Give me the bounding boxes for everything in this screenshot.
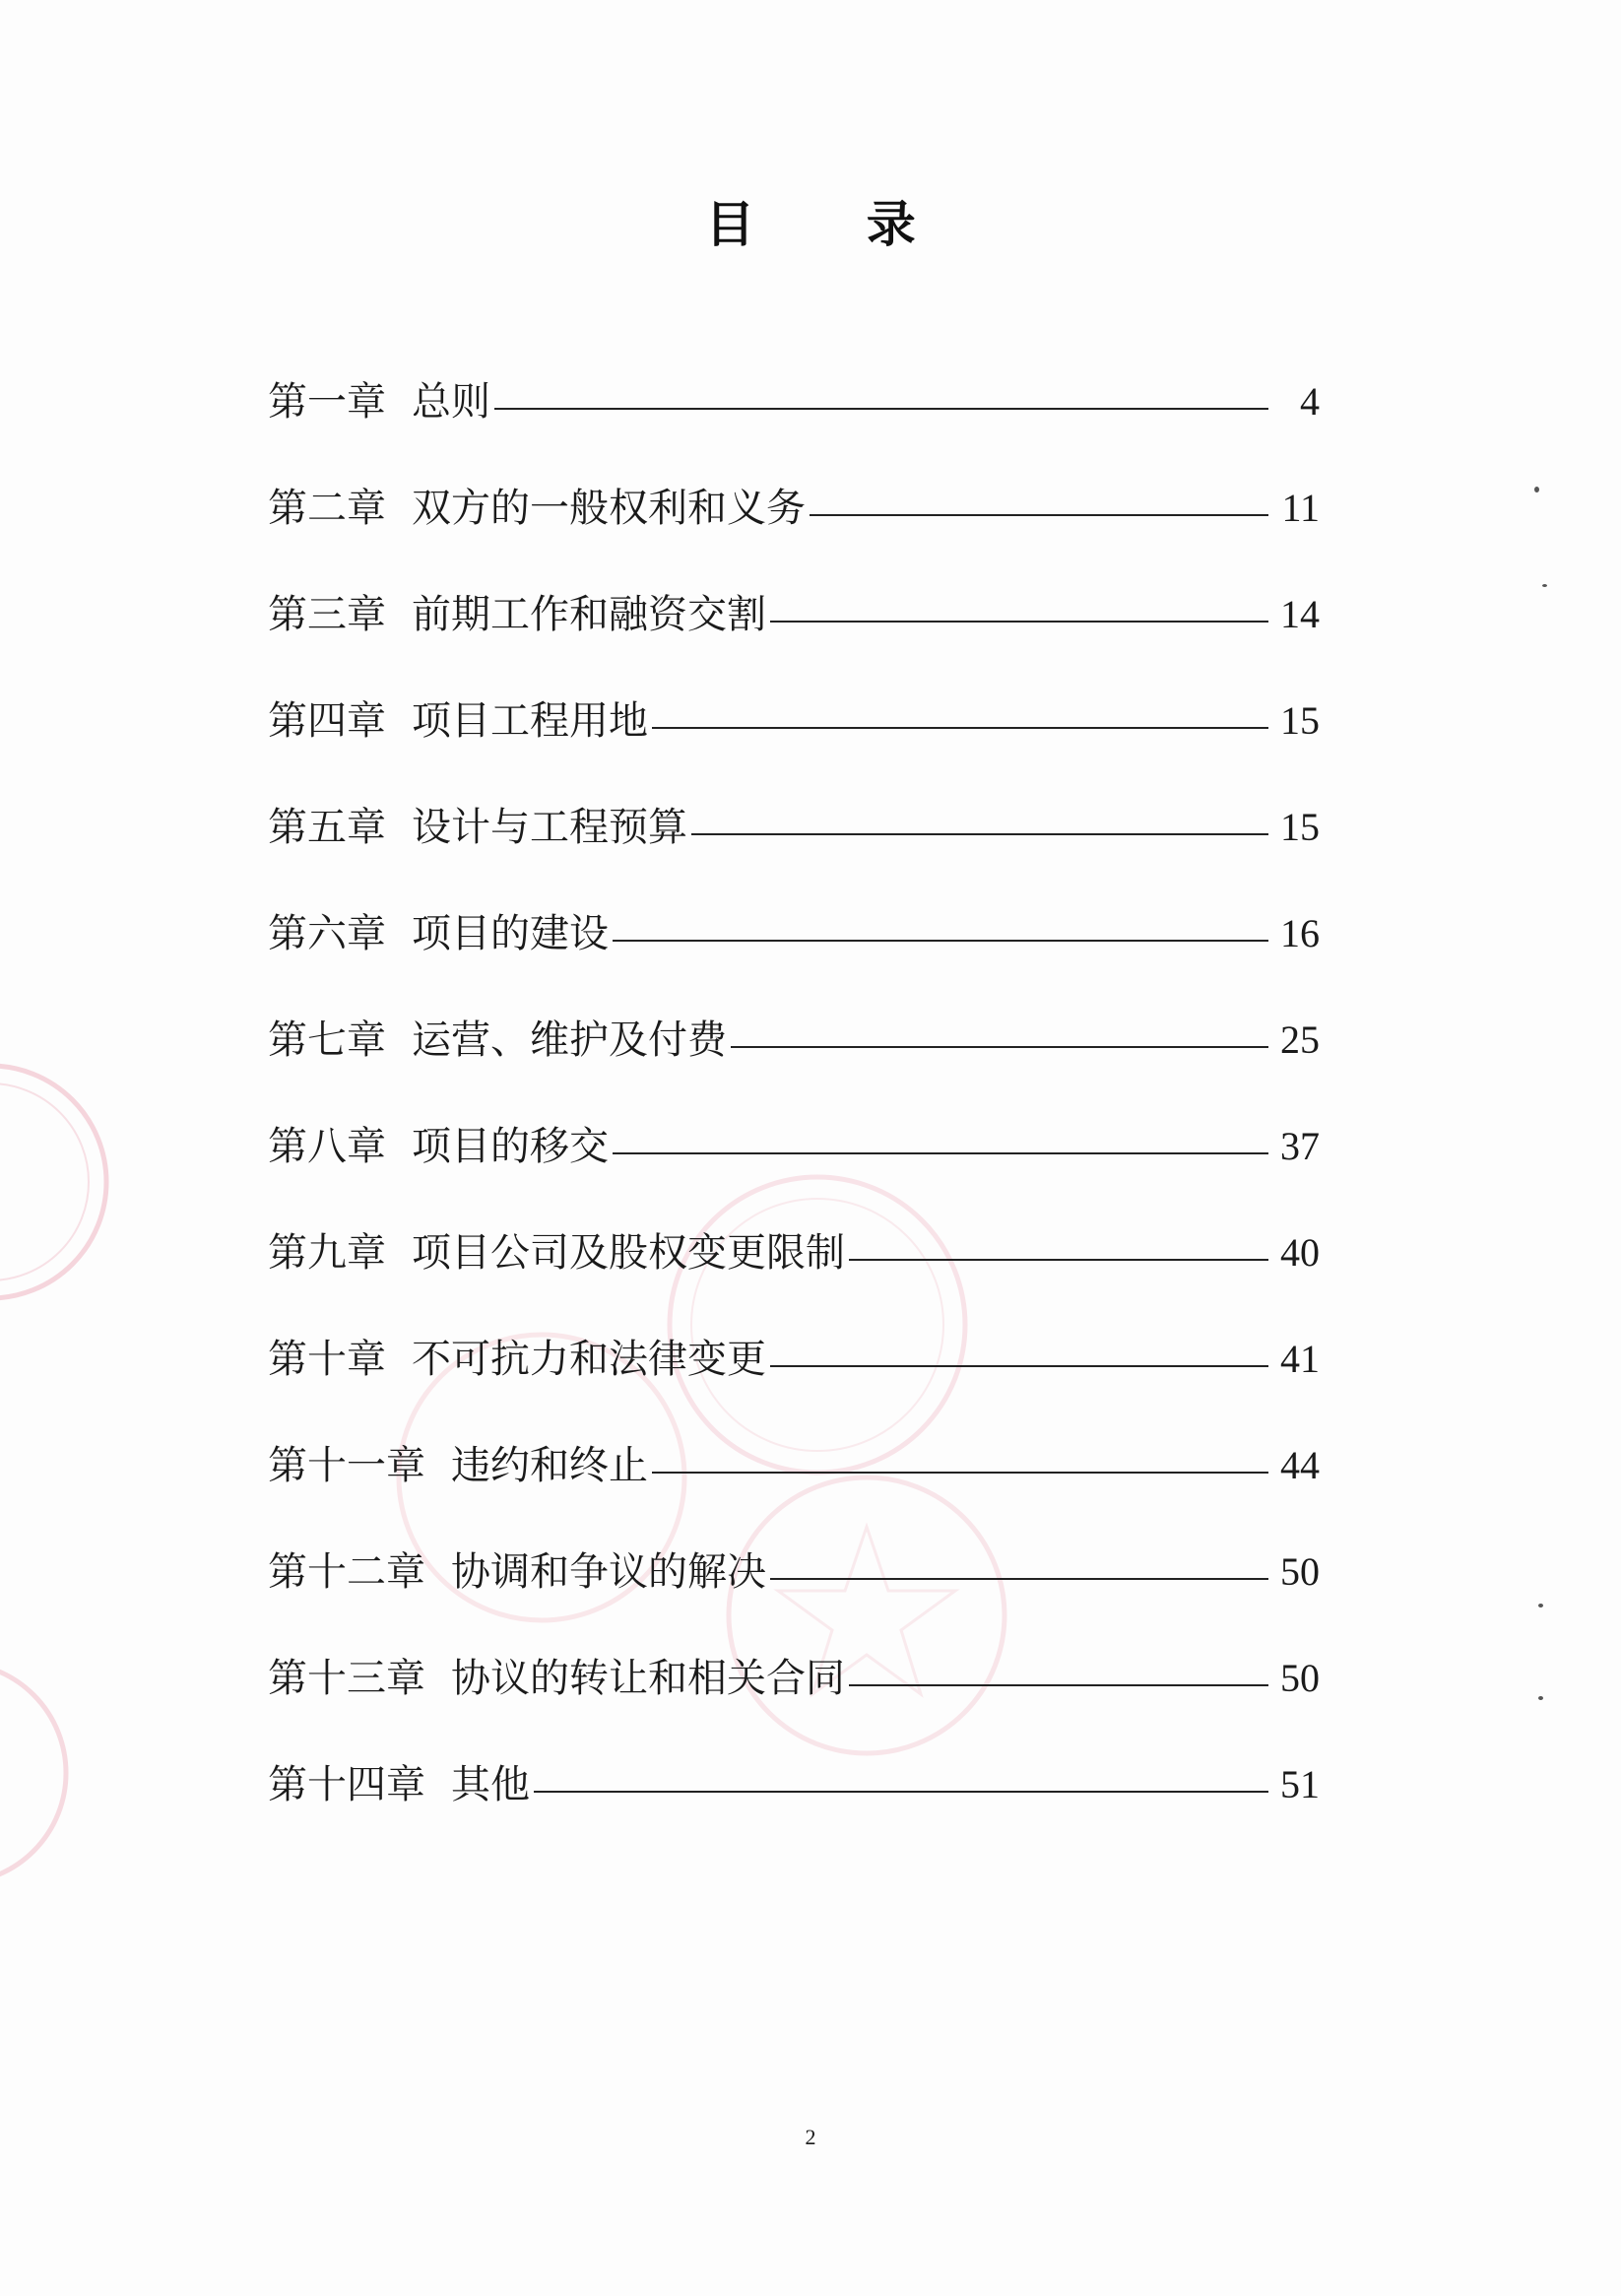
- red-seal-left-top: [0, 1034, 128, 1330]
- toc-leader-line: [691, 833, 1268, 835]
- toc-leader-line: [613, 940, 1268, 942]
- toc-chapter-title: 项目工程用地: [412, 698, 648, 744]
- toc-entry[interactable]: [268, 1060, 1320, 1169]
- toc-chapter-number: 第九章: [268, 1230, 386, 1276]
- toc-chapter-number: 第三章: [268, 592, 386, 637]
- toc-page-number: 15: [1280, 698, 1320, 743]
- page-title: 目 录: [705, 196, 963, 253]
- toc-page-number: 4: [1300, 379, 1320, 424]
- toc-chapter-number: 第十二章: [268, 1549, 425, 1595]
- toc-chapter-title: 设计与工程预算: [412, 805, 687, 850]
- toc-entry[interactable]: [268, 422, 1320, 531]
- toc-chapter-title: 不可抗力和法律变更: [412, 1337, 766, 1382]
- toc-chapter-title: 项目的建设: [412, 911, 609, 956]
- toc-chapter-number: 第二章: [268, 486, 386, 531]
- scan-speck: [1534, 487, 1539, 492]
- toc-chapter-number: 第十一章: [268, 1443, 425, 1488]
- toc-entry[interactable]: [268, 1698, 1320, 1807]
- toc-leader-line: [849, 1259, 1268, 1261]
- toc-entry[interactable]: [268, 315, 1320, 425]
- toc-chapter-number: 第六章: [268, 911, 386, 956]
- scan-speck: [1538, 1604, 1543, 1607]
- toc-entry[interactable]: [268, 1166, 1320, 1276]
- toc-page-number: 15: [1280, 805, 1320, 849]
- toc-page-number: 11: [1281, 486, 1320, 530]
- toc-entry[interactable]: [268, 847, 1320, 956]
- toc-chapter-title: 协议的转让和相关合同: [451, 1656, 845, 1701]
- toc-chapter-number: 第四章: [268, 698, 386, 744]
- scan-speck: [1538, 1696, 1543, 1700]
- toc-chapter-title: 双方的一般权利和义务: [412, 486, 806, 531]
- toc-leader-line: [849, 1684, 1268, 1686]
- scan-speck: [1542, 584, 1547, 587]
- toc-chapter-title: 其他: [451, 1762, 530, 1807]
- toc-page-number: 25: [1280, 1017, 1320, 1062]
- toc-chapter-title: 项目公司及股权变更限制: [412, 1230, 845, 1276]
- toc-leader-line: [731, 1046, 1268, 1048]
- toc-leader-line: [652, 1472, 1268, 1474]
- red-seal-left-bottom: [0, 1645, 79, 1901]
- toc-page-number: 44: [1280, 1443, 1320, 1487]
- toc-chapter-title: 总则: [412, 379, 490, 425]
- toc-chapter-title: 前期工作和融资交割: [412, 592, 766, 637]
- toc-chapter-title: 运营、维护及付费: [412, 1017, 727, 1063]
- toc-entry[interactable]: [268, 634, 1320, 744]
- toc-leader-line: [652, 727, 1268, 729]
- toc-chapter-number: 第七章: [268, 1017, 386, 1063]
- toc-chapter-number: 第十三章: [268, 1656, 425, 1701]
- toc-leader-line: [613, 1152, 1268, 1154]
- toc-entry[interactable]: [268, 953, 1320, 1063]
- toc-leader-line: [770, 621, 1268, 623]
- toc-entry[interactable]: [268, 528, 1320, 637]
- toc-page-number: 37: [1280, 1124, 1320, 1168]
- toc-chapter-title: 协调和争议的解决: [451, 1549, 766, 1595]
- toc-leader-line: [494, 408, 1268, 410]
- toc-chapter-number: 第十章: [268, 1337, 386, 1382]
- toc-entry[interactable]: [268, 1592, 1320, 1701]
- table-of-contents: [268, 315, 1320, 1807]
- toc-page-number: 41: [1280, 1337, 1320, 1381]
- toc-leader-line: [810, 514, 1268, 516]
- toc-page-number: 50: [1280, 1549, 1320, 1594]
- toc-chapter-number: 第一章: [268, 379, 386, 425]
- toc-page-number: 14: [1280, 592, 1320, 636]
- toc-chapter-number: 第十四章: [268, 1762, 425, 1807]
- toc-chapter-title: 项目的移交: [412, 1124, 609, 1169]
- toc-page-number: 16: [1280, 911, 1320, 955]
- page-number: 2: [805, 2125, 816, 2149]
- toc-entry[interactable]: [268, 741, 1320, 850]
- toc-entry[interactable]: [268, 1379, 1320, 1488]
- toc-chapter-number: 第五章: [268, 805, 386, 850]
- toc-leader-line: [770, 1365, 1268, 1367]
- toc-page-number: 40: [1280, 1230, 1320, 1275]
- toc-page-number: 51: [1280, 1762, 1320, 1806]
- toc-leader-line: [770, 1578, 1268, 1580]
- toc-page-number: 50: [1280, 1656, 1320, 1700]
- toc-chapter-number: 第八章: [268, 1124, 386, 1169]
- toc-chapter-title: 违约和终止: [451, 1443, 648, 1488]
- toc-entry[interactable]: [268, 1273, 1320, 1382]
- toc-leader-line: [534, 1791, 1268, 1793]
- toc-entry[interactable]: [268, 1485, 1320, 1595]
